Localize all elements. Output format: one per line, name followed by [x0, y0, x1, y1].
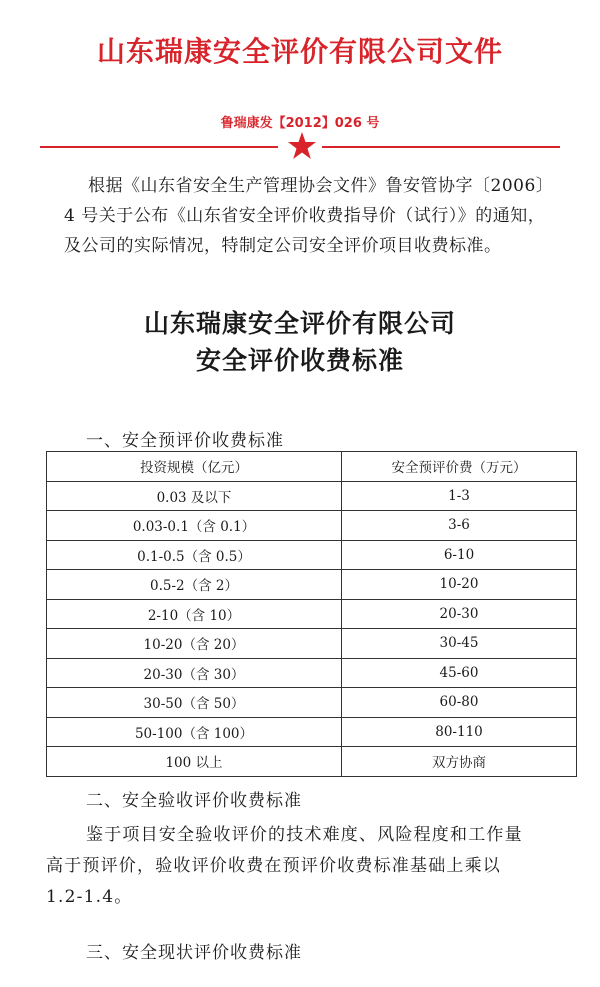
- document-number: 鲁瑞康发【2012】026 号: [220, 116, 380, 131]
- table-row: [47, 511, 577, 541]
- table-row: [47, 717, 577, 747]
- main-title-line-1: 山东瑞康安全评价有限公司: [143, 309, 456, 338]
- intro-line: 4 号关于公布《山东省安全评价收费指导价（试行）》的通知，: [64, 206, 546, 226]
- main-title-line-2: 安全评价收费标准: [195, 346, 404, 375]
- investment-cell: 2-10（含 10）: [47, 599, 342, 629]
- investment-cell: 0.5-2（含 2）: [47, 570, 342, 600]
- table-row: [47, 599, 577, 629]
- column-header-fee: 安全预评价费（万元）: [342, 452, 577, 482]
- table-row: [47, 540, 577, 570]
- table-row: [47, 747, 577, 777]
- paragraph-line: 1.2-1.4。: [46, 887, 133, 907]
- red-divider-right: [322, 146, 560, 148]
- fee-cell: 60-80: [342, 688, 577, 718]
- section-2-heading: 二、安全验收评价收费标准: [86, 791, 302, 811]
- table-row: [47, 688, 577, 718]
- table-row: [47, 629, 577, 659]
- intro-paragraph: [64, 171, 554, 261]
- investment-cell: 10-20（含 20）: [47, 629, 342, 659]
- fee-cell: 1-3: [342, 481, 577, 511]
- fee-cell: 双方协商: [342, 747, 577, 777]
- intro-line: 根据《山东省安全生产管理协会文件》鲁安管协字〔2006〕: [88, 176, 554, 196]
- investment-cell: 0.1-0.5（含 0.5）: [47, 540, 342, 570]
- org-document-title: 山东瑞康安全评价有限公司文件: [96, 35, 503, 68]
- table-row: [47, 481, 577, 511]
- fee-cell: 20-30: [342, 599, 577, 629]
- fee-cell: 6-10: [342, 540, 577, 570]
- investment-cell: 0.03-0.1（含 0.1）: [47, 511, 342, 541]
- table-header-row: [47, 452, 577, 482]
- table-row: [47, 570, 577, 600]
- fee-cell: 10-20: [342, 570, 577, 600]
- investment-cell: 0.03 及以下: [47, 481, 342, 511]
- fee-cell: 80-110: [342, 717, 577, 747]
- paragraph-line: 高于预评价，验收评价收费在预评价收费标准基础上乘以: [46, 856, 501, 876]
- fee-cell: 3-6: [342, 511, 577, 541]
- table-row: [47, 658, 577, 688]
- column-header-investment: 投资规模（亿元）: [47, 452, 342, 482]
- intro-line: 及公司的实际情况，特制定公司安全评价项目收费标准。: [64, 236, 502, 256]
- investment-cell: 100 以上: [47, 747, 342, 777]
- fee-cell: 45-60: [342, 658, 577, 688]
- investment-cell: 30-50（含 50）: [47, 688, 342, 718]
- section-1-heading: 一、安全预评价收费标准: [86, 431, 284, 451]
- red-divider-left: [40, 146, 278, 148]
- section-2-paragraph: [46, 820, 566, 913]
- paragraph-line: 鉴于项目安全验收评价的技术难度、风险程度和工作量: [86, 825, 523, 845]
- investment-cell: 50-100（含 100）: [47, 717, 342, 747]
- investment-cell: 20-30（含 30）: [47, 658, 342, 688]
- fee-cell: 30-45: [342, 629, 577, 659]
- fee-table: [46, 451, 577, 777]
- red-star-icon: [287, 131, 317, 161]
- section-3-heading: 三、安全现状评价收费标准: [86, 943, 302, 963]
